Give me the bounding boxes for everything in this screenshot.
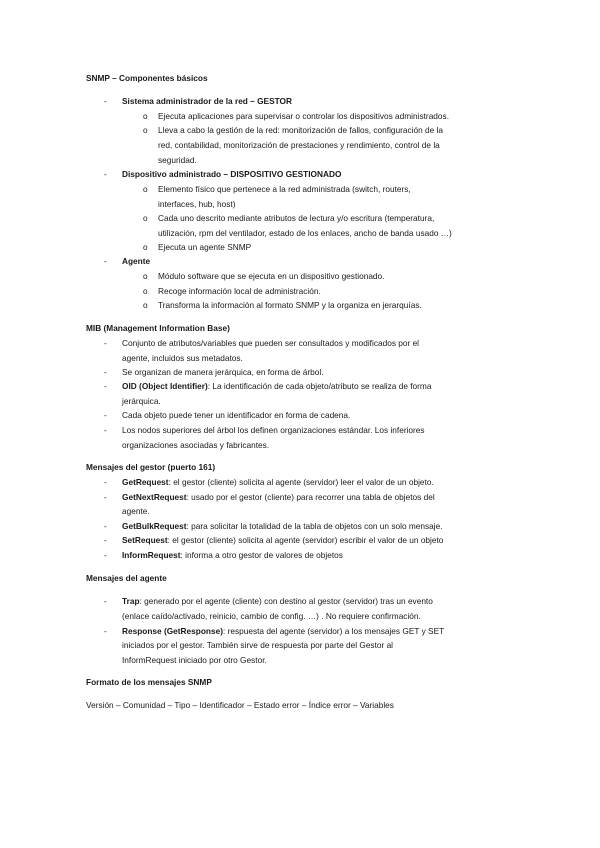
term-response: Response (GetResponse) (122, 626, 223, 636)
sub-item-text: Ejecuta un agente SNMP (158, 242, 252, 252)
list-item-text: InformRequest iniciado por otro Gestor. (122, 655, 267, 665)
list-item-text: organizaciones asociadas y fabricantes. (122, 440, 270, 450)
bullet-marker: o (143, 271, 148, 281)
dash-marker: - (104, 521, 107, 531)
bullet-marker: o (143, 242, 148, 252)
dash-marker: - (104, 550, 107, 560)
list-item-text: Se organizan de manera jerárquica, en forma de árbol. (122, 367, 324, 377)
list-item (122, 477, 434, 487)
term-getbulkrequest: GetBulkRequest (122, 521, 187, 531)
section-heading-mib: MIB (Management Information Base) (86, 323, 230, 333)
list-item-text: Cada objeto puede tener un identificador en forma de cadena. (122, 410, 351, 420)
list-item-text: (enlace caído/activado, reinicio, cambio de config. …) . No requiere confirmación. (122, 611, 421, 621)
list-item (122, 381, 431, 391)
list-item-dispositivo: Dispositivo administrado – DISPOSITIVO GESTIONADO (122, 169, 342, 179)
sub-item-text: Elemento físico que pertenece a la red administrada (switch, routers, (158, 184, 411, 194)
list-item-gestor: Sistema administrador de la red – GESTOR (122, 96, 292, 106)
term-getrequest: GetRequest (122, 477, 169, 487)
list-item-text: jerárquica. (122, 396, 161, 406)
bullet-marker: o (143, 286, 148, 296)
sub-item-text: utilización, rpm del ventilador, estado de los enlaces, ancho de banda usado …) (158, 228, 452, 238)
list-item (122, 626, 444, 636)
dash-marker: - (104, 492, 107, 502)
sub-item-text: Recoge información local de administración. (158, 286, 321, 296)
section-heading-agente: Mensajes del agente (86, 573, 167, 583)
list-item-text: agente, incluidos sus metadatos. (122, 353, 243, 363)
sub-item-text: seguridad. (158, 155, 197, 165)
bullet-marker: o (143, 184, 148, 194)
bullet-marker: o (143, 125, 148, 135)
term-description: : informa a otro gestor de valores de objetos (180, 550, 343, 560)
dash-marker: - (104, 96, 107, 106)
term-trap: Trap (122, 596, 140, 606)
list-item-text: Conjunto de atributos/variables que pueden ser consultados y modificados por el (122, 338, 420, 348)
bullet-marker: o (143, 300, 148, 310)
list-item-text: Los nodos superiores del árbol los definen organizaciones estándar. Los inferiores (122, 425, 425, 435)
dash-marker: - (104, 535, 107, 545)
dash-marker: - (104, 596, 107, 606)
term-informrequest: InformRequest (122, 550, 181, 560)
message-format-text: Versión – Comunidad – Tipo – Identificador – Estado error – Índice error – Variables (86, 700, 394, 710)
list-item (122, 492, 435, 502)
sub-item-text: Módulo software que se ejecuta en un dispositivo gestionado. (158, 271, 385, 281)
term-description: : para solicitar la totalidad de la tabla de objetos con un solo mensaje. (186, 521, 443, 531)
section-heading-snmp: SNMP – Componentes básicos (86, 73, 208, 83)
dash-marker: - (104, 381, 107, 391)
list-item (122, 535, 443, 545)
term-description: : La identificación de cada objeto/atributo se realiza de forma (207, 381, 432, 391)
term-getnextrequest: GetNextRequest (122, 492, 187, 502)
term-setrequest: SetRequest (122, 535, 168, 545)
dash-marker: - (104, 367, 107, 377)
dash-marker: - (104, 338, 107, 348)
sub-item-text: red, contabilidad, monitorización de prestaciones y rendimiento, control de la (158, 140, 440, 150)
term-description: : generado por el agente (cliente) con destino al gestor (servidor) tras un evento (139, 596, 433, 606)
term-description: : el gestor (cliente) solicita al agente (servidor) leer el valor de un objeto. (168, 477, 434, 487)
bullet-marker: o (143, 213, 148, 223)
sub-item-text: Lleva a cabo la gestión de la red: monitorización de fallos, configuración de la (158, 125, 444, 135)
sub-item-text: Ejecuta aplicaciones para supervisar o controlar los dispositivos administrados. (158, 111, 449, 121)
dash-marker: - (104, 169, 107, 179)
dash-marker: - (104, 425, 107, 435)
term-description: : usado por el gestor (cliente) para recorrer una tabla de objetos del (186, 492, 435, 502)
sub-item-text: interfaces, hub, host) (158, 199, 236, 209)
sub-item-text: Cada uno descrito mediante atributos de lectura y/o escritura (temperatura, (158, 213, 435, 223)
sub-item-text: Transforma la información al formato SNMP y la organiza en jerarquías. (158, 300, 422, 310)
list-item-text: agente. (122, 506, 150, 516)
term-description: : el gestor (cliente) solicita al agente (servidor) escribir el valor de un objeto (167, 535, 444, 545)
section-heading-gestor: Mensajes del gestor (puerto 161) (86, 462, 216, 472)
dash-marker: - (104, 626, 107, 636)
term-oid: OID (Object Identifier) (122, 381, 208, 391)
dash-marker: - (104, 477, 107, 487)
section-heading-formato: Formato de los mensajes SNMP (86, 677, 212, 687)
list-item-text: iniciados por el gestor. También sirve de respuesta por parte del Gestor al (122, 640, 394, 650)
list-item (122, 596, 433, 606)
list-item (122, 550, 343, 560)
term-description: : respuesta del agente (servidor) a los mensajes GET y SET (222, 626, 445, 636)
list-item (122, 521, 443, 531)
dash-marker: - (104, 256, 107, 266)
dash-marker: - (104, 410, 107, 420)
bullet-marker: o (143, 111, 148, 121)
list-item-agente: Agente (122, 256, 151, 266)
